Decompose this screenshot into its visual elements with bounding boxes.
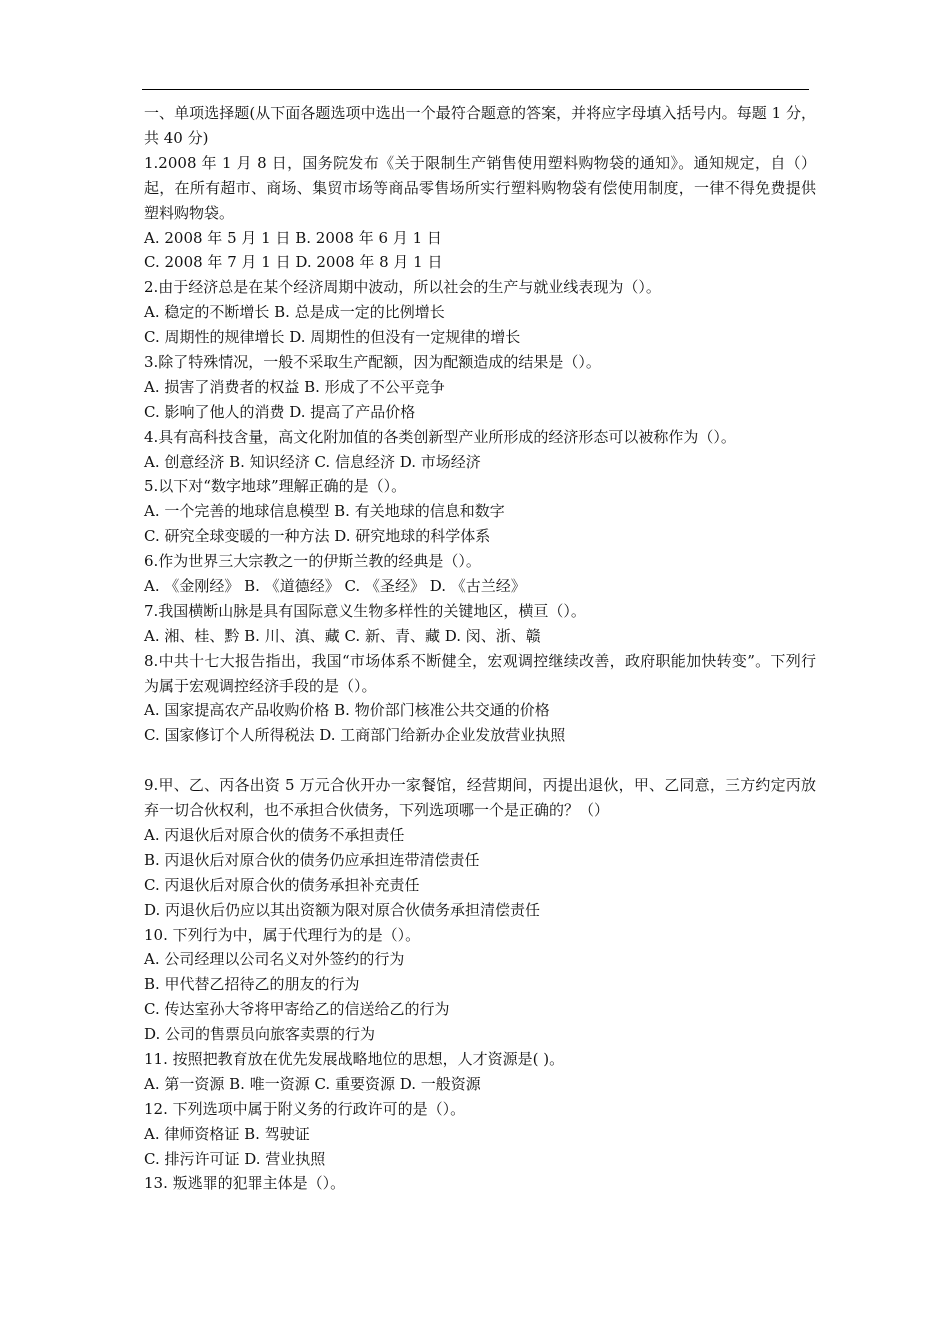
answer-options: D. 公司的售票员向旅客卖票的行为 xyxy=(144,1025,376,1044)
document-body xyxy=(144,101,816,1196)
answer-options: A. 第一资源 B. 唯一资源 C. 重要资源 D. 一般资源 xyxy=(144,1074,481,1093)
answer-options: A. 一个完善的地球信息模型 B. 有关地球的信息和数字 xyxy=(144,502,505,521)
answer-options: C. 国家修订个人所得税法 D. 工商部门给新办企业发放营业执照 xyxy=(144,726,566,745)
question-stem: 6.作为世界三大宗教之一的伊斯兰教的经典是（）。 xyxy=(144,552,481,571)
answer-options: A. 湘、桂、黔 B. 川、滇、藏 C. 新、青、藏 D. 闵、浙、赣 xyxy=(144,626,541,645)
answer-options: A. 创意经济 B. 知识经济 C. 信息经济 D. 市场经济 xyxy=(144,452,481,471)
answer-options: C. 影响了他人的消费 D. 提高了产品价格 xyxy=(144,402,416,421)
answer-options: A. 律师资格证 B. 驾驶证 xyxy=(144,1124,310,1143)
answer-options: A. 损害了消费者的权益 B. 形成了不公平竞争 xyxy=(144,377,445,396)
question-stem: 5.以下对“数字地球”理解正确的是（）。 xyxy=(144,477,407,496)
answer-options: B. 丙退伙后对原合伙的债务仍应承担连带清偿责任 xyxy=(144,850,480,869)
answer-options: B. 甲代替乙招待乙的朋友的行为 xyxy=(144,975,360,994)
question-stem: 4.具有高科技含量，高文化附加值的各类创新型产业所形成的经济形态可以被称作为（）。 xyxy=(144,427,736,446)
question-stem: 10. 下列行为中，属于代理行为的是（）。 xyxy=(144,925,421,944)
question-stem: 12. 下列选项中属于附义务的行政许可的是（）。 xyxy=(144,1099,466,1118)
answer-options: C. 排污许可证 D. 营业执照 xyxy=(144,1149,326,1168)
answer-options: A. 《金刚经》 B. 《道德经》 C. 《圣经》 D. 《古兰经》 xyxy=(144,577,526,595)
question-stem: 11. 按照把教育放在优先发展战略地位的思想，人才资源是( )。 xyxy=(144,1049,565,1068)
header-rule xyxy=(142,89,809,90)
answer-options: C. 2008 年 7 月 1 日 D. 2008 年 8 月 1 日 xyxy=(144,253,443,272)
question-stem: 1.2008 年 1 月 8 日，国务院发布《关于限制生产销售使用塑料购物袋的通知》。通知规定，自（）起，在所有超市、商场、集贸市场等商品零售场所实行塑料购物袋有偿使用制度，一律不得免费提供塑料购物袋。 xyxy=(144,153,816,222)
answer-options: A. 丙退伙后对原合伙的债务不承担责任 xyxy=(144,825,405,844)
question-stem: 8.中共十七大报告指出，我国“市场体系不断健全，宏观调控继续改善，政府职能加快转变”。下列行为属于宏观调控经济手段的是（）。 xyxy=(144,651,816,695)
question-stem: 9.甲、乙、丙各出资 5 万元合伙开办一家餐馆，经营期间，丙提出退伙，甲、乙同意，三方约定丙放弃一切合伙权利，也不承担合伙债务，下列选项哪一个是正确的？（） xyxy=(144,776,816,820)
answer-options: A. 国家提高农产品收购价格 B. 物价部门核准公共交通的价格 xyxy=(144,701,550,720)
answer-options: D. 丙退伙后仍应以其出资额为限对原合伙债务承担清偿责任 xyxy=(144,900,541,919)
answer-options: A. 2008 年 5 月 1 日 B. 2008 年 6 月 1 日 xyxy=(144,228,442,247)
answer-options: C. 丙退伙后对原合伙的债务承担补充责任 xyxy=(144,875,420,894)
question-stem: 13. 叛逃罪的犯罪主体是（）。 xyxy=(144,1174,346,1193)
answer-options: A. 稳定的不断增长 B. 总是成一定的比例增长 xyxy=(144,303,445,322)
answer-options: C. 周期性的规律增长 D. 周期性的但没有一定规律的增长 xyxy=(144,328,521,347)
answer-options: A. 公司经理以公司名义对外签约的行为 xyxy=(144,950,405,969)
question-stem: 3.除了特殊情况，一般不采取生产配额，因为配额造成的结果是（）。 xyxy=(144,352,601,371)
question-stem: 2.由于经济总是在某个经济周期中波动，所以社会的生产与就业线表现为（）。 xyxy=(144,278,661,297)
answer-options: C. 研究全球变暖的一种方法 D. 研究地球的科学体系 xyxy=(144,527,491,546)
section-heading: 一、单项选择题(从下面各题选项中选出一个最符合题意的答案，并将应字母填入括号内。每题 1 分，共 40 分) xyxy=(144,104,816,147)
answer-options: C. 传达室孙大爷将甲寄给乙的信送给乙的行为 xyxy=(144,1000,450,1019)
blank-line xyxy=(144,748,816,773)
question-stem: 7.我国横断山脉是具有国际意义生物多样性的关键地区，横亘（）。 xyxy=(144,601,586,620)
